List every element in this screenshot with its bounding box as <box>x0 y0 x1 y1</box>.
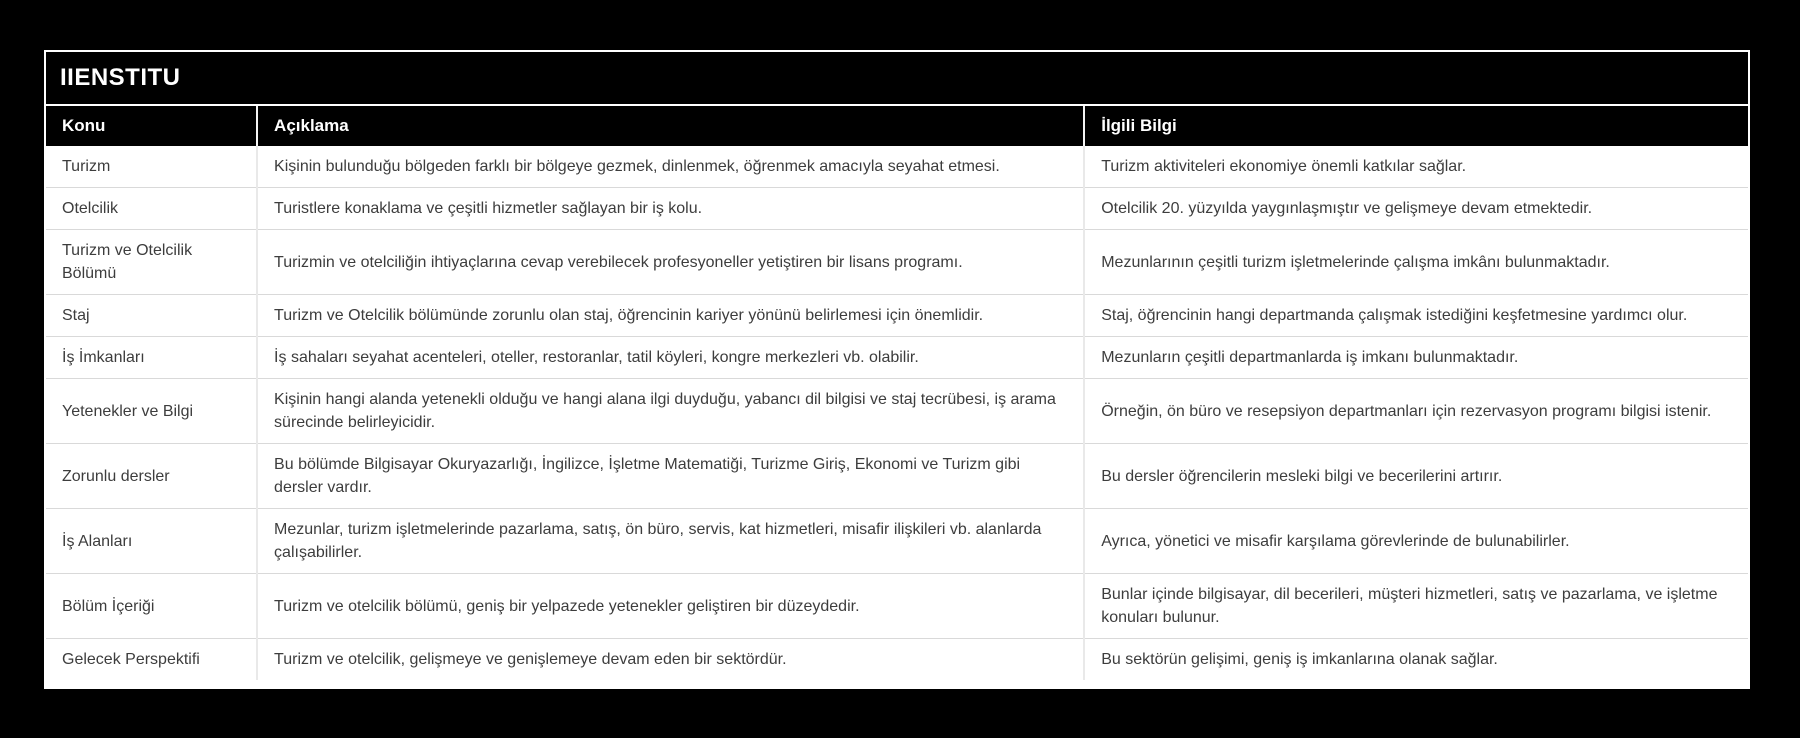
info-table <box>46 106 1748 680</box>
table-row <box>46 146 1748 188</box>
cell-ilgili-bilgi: Mezunlarının çeşitli turizm işletmelerinde çalışma imkânı bulunmaktadır. <box>1084 230 1748 295</box>
cell-aciklama: Turistlere konaklama ve çeşitli hizmetler sağlayan bir iş kolu. <box>257 188 1084 230</box>
column-header-aciklama: Açıklama <box>257 106 1084 146</box>
cell-konu: Otelcilik <box>46 188 257 230</box>
table-row <box>46 509 1748 574</box>
cell-konu: Bölüm İçeriği <box>46 574 257 639</box>
table-row <box>46 188 1748 230</box>
table-row <box>46 379 1748 444</box>
cell-aciklama: Turizmin ve otelciliğin ihtiyaçlarına cevap verebilecek profesyoneller yetiştiren bir lisans programı. <box>257 230 1084 295</box>
table-header-row <box>46 106 1748 146</box>
cell-konu: Zorunlu dersler <box>46 444 257 509</box>
cell-ilgili-bilgi: Turizm aktiviteleri ekonomiye önemli katkılar sağlar. <box>1084 146 1748 188</box>
cell-ilgili-bilgi: Örneğin, ön büro ve resepsiyon departmanları için rezervasyon programı bilgisi istenir. <box>1084 379 1748 444</box>
content-table-card <box>44 50 1750 689</box>
cell-konu: Turizm <box>46 146 257 188</box>
cell-ilgili-bilgi: Otelcilik 20. yüzyılda yaygınlaşmıştır ve gelişmeye devam etmektedir. <box>1084 188 1748 230</box>
cell-aciklama: Turizm ve otelcilik bölümü, geniş bir yelpazede yetenekler geliştiren bir düzeydedir. <box>257 574 1084 639</box>
cell-ilgili-bilgi: Ayrıca, yönetici ve misafir karşılama görevlerinde de bulunabilirler. <box>1084 509 1748 574</box>
cell-ilgili-bilgi: Mezunların çeşitli departmanlarda iş imkanı bulunmaktadır. <box>1084 337 1748 379</box>
table-row <box>46 295 1748 337</box>
table-row <box>46 574 1748 639</box>
table-row <box>46 444 1748 509</box>
cell-ilgili-bilgi: Bu dersler öğrencilerin mesleki bilgi ve becerilerini artırır. <box>1084 444 1748 509</box>
cell-konu: Staj <box>46 295 257 337</box>
cell-aciklama: Mezunlar, turizm işletmelerinde pazarlama, satış, ön büro, servis, kat hizmetleri, misafir ilişkileri vb. alanlarda çalışabilirler. <box>257 509 1084 574</box>
table-row <box>46 639 1748 681</box>
cell-ilgili-bilgi: Bu sektörün gelişimi, geniş iş imkanlarına olanak sağlar. <box>1084 639 1748 681</box>
table-row <box>46 230 1748 295</box>
brand-title: IIENSTITU <box>60 64 181 91</box>
cell-aciklama: Kişinin bulunduğu bölgeden farklı bir bölgeye gezmek, dinlenmek, öğrenmek amacıyla seyahat etmesi. <box>257 146 1084 188</box>
cell-ilgili-bilgi: Staj, öğrencinin hangi departmanda çalışmak istediğini keşfetmesine yardımcı olur. <box>1084 295 1748 337</box>
cell-konu: Turizm ve Otelcilik Bölümü <box>46 230 257 295</box>
cell-konu: Gelecek Perspektifi <box>46 639 257 681</box>
column-header-ilgili-bilgi: İlgili Bilgi <box>1084 106 1748 146</box>
table-title-bar <box>46 52 1748 106</box>
cell-aciklama: Turizm ve Otelcilik bölümünde zorunlu olan staj, öğrencinin kariyer yönünü belirlemesi için önemlidir. <box>257 295 1084 337</box>
cell-konu: İş Alanları <box>46 509 257 574</box>
table-row <box>46 337 1748 379</box>
cell-konu: İş İmkanları <box>46 337 257 379</box>
cell-aciklama: İş sahaları seyahat acenteleri, oteller, restoranlar, tatil köyleri, kongre merkezleri vb. olabilir. <box>257 337 1084 379</box>
cell-konu: Yetenekler ve Bilgi <box>46 379 257 444</box>
cell-aciklama: Bu bölümde Bilgisayar Okuryazarlığı, İngilizce, İşletme Matematiği, Turizme Giriş, Ekonomi ve Turizm gibi dersler vardır. <box>257 444 1084 509</box>
cell-ilgili-bilgi: Bunlar içinde bilgisayar, dil becerileri, müşteri hizmetleri, satış ve pazarlama, ve işletme konuları bulunur. <box>1084 574 1748 639</box>
cell-aciklama: Turizm ve otelcilik, gelişmeye ve genişlemeye devam eden bir sektördür. <box>257 639 1084 681</box>
column-header-konu: Konu <box>46 106 257 146</box>
cell-aciklama: Kişinin hangi alanda yetenekli olduğu ve hangi alana ilgi duyduğu, yabancı dil bilgisi ve staj tecrübesi, iş arama sürecinde belirleyicidir. <box>257 379 1084 444</box>
